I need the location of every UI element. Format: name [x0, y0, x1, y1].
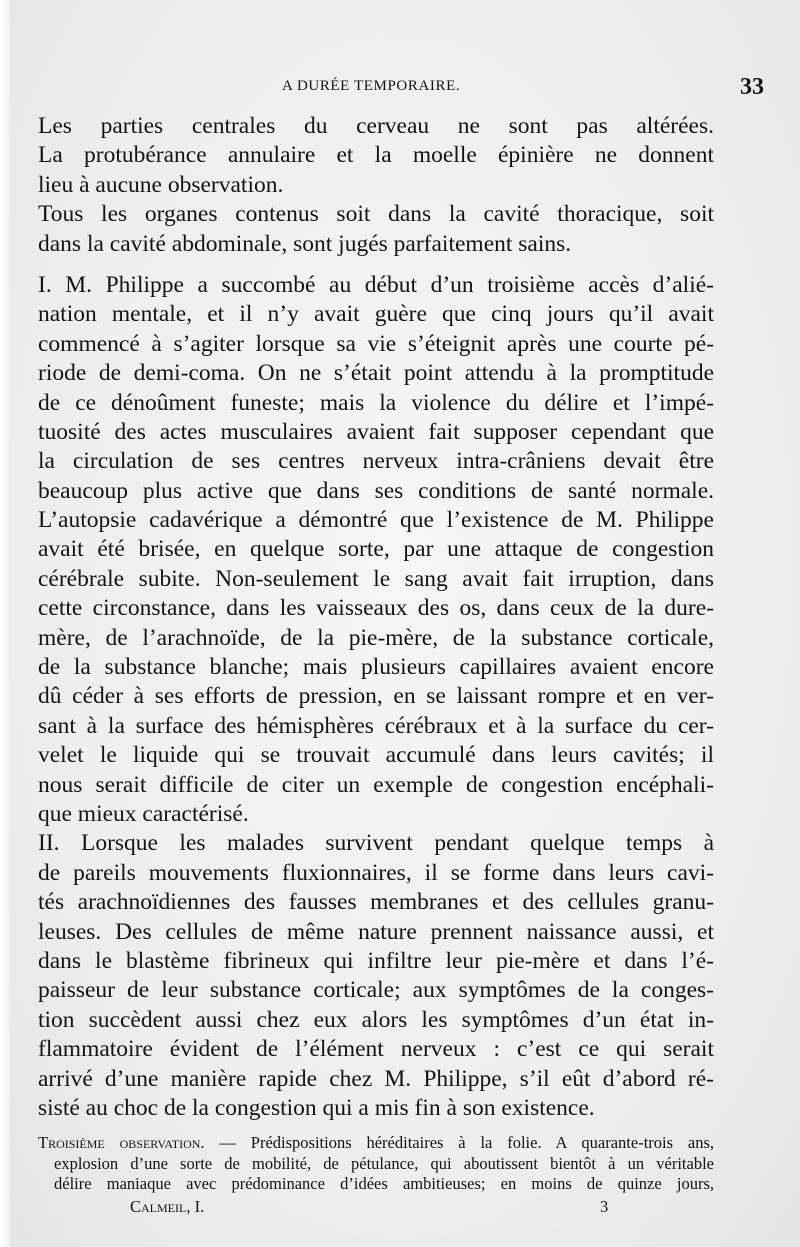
text-line: Les parties centrales du cerveau ne sont pas altérées.: [38, 113, 714, 139]
text-line: dû céder à ses efforts de pression, en se laissant rompre et en ver-: [38, 683, 714, 710]
text-line: avait été brisée, en quelque sorte, par une attaque de congestion: [38, 536, 714, 563]
text-line: cérébrale subite. Non-seulement le sang avait fait irruption, dans: [38, 565, 714, 592]
text-line: de pareils mouvements fluxionnaires, il se forme dans leurs cavi-: [38, 859, 714, 886]
text-line: riode de demi-coma. On ne s’était point attendu à la promptitude: [38, 360, 714, 387]
text-line: leuses. Des cellules de même nature prennent naissance aussi, et: [38, 918, 714, 945]
footnote-line: [38, 1133, 714, 1154]
running-head: [0, 74, 800, 104]
text-line: lieu à aucune observation.: [38, 171, 284, 198]
body-text: [38, 112, 714, 1123]
text-line: de la substance blanche; mais plusieurs capillaires avaient encore: [38, 654, 714, 681]
text-line: L’autopsie cadavérique a démontré que l’existence de M. Philippe: [38, 507, 714, 534]
text-line: Tous les organes contenus soit dans la cavité thoracique, soit: [38, 201, 714, 228]
text-line: la circulation de ses centres nerveux intra-crâniens devait être: [38, 448, 714, 475]
footnote-line-text: — Prédispositions héréditaires à la folie. A quarante-trois ans,: [219, 1133, 714, 1152]
text-line: sisté au choc de la congestion qui a mis fin à son existence.: [38, 1094, 595, 1121]
footnote-line: délire maniaque avec prédominance d’idées ambitieuses; en moins de quinze jours,: [54, 1174, 714, 1193]
text-line: commencé à s’agiter lorsque sa vie s’éteignit après une courte pé-: [38, 330, 714, 357]
text-line: que mieux caractérisé.: [38, 800, 249, 827]
text-line: mère, de l’arachnoïde, de la pie-mère, de la substance corticale,: [38, 624, 714, 651]
text-line: La protubérance annulaire et la moelle épinière ne donnent: [38, 142, 714, 169]
signature-author: [130, 1197, 204, 1217]
text-line: II. Lorsque les malades survivent pendant quelque temps à: [38, 830, 714, 857]
text-line: sant à la surface des hémisphères cérébraux et à la surface du cer-: [38, 712, 714, 739]
text-line: nation mentale, et il n’y avait guère que cinq jours qu’il avait: [38, 301, 714, 328]
text-line: tuosité des actes musculaires avaient fait supposer cependant que: [38, 418, 714, 445]
text-line: tés arachnoïdiennes des fausses membranes et des cellules granu-: [38, 889, 714, 916]
text-line: arrivé d’une manière rapide chez M. Philippe, s’il eût d’abord ré-: [38, 1065, 714, 1092]
paragraph-gap: [38, 259, 714, 271]
page-number: 33: [740, 74, 764, 100]
text-line: de ce dénoûment funeste; mais la violence du délire et l’impé-: [38, 389, 714, 416]
text-line: cette circonstance, dans les vaisseaux des os, dans ceux de la dure-: [38, 595, 714, 622]
text-line: nous serait difficile de citer un exemple de congestion encéphali-: [38, 771, 714, 798]
text-line: paisseur de leur substance corticale; aux symptômes de la conges-: [38, 977, 714, 1004]
text-line: dans le blastème fibrineux qui infiltre leur pie-mère et dans l’é-: [38, 947, 714, 974]
text-line: flammatoire évident de l’élément nerveux : c’est ce qui serait: [38, 1036, 714, 1063]
signature-author-text: Calmeil, I.: [130, 1197, 205, 1216]
page-edge: [0, 0, 10, 1247]
text-line: tion succèdent aussi chez eux alors les symptômes d’un état in-: [38, 1006, 714, 1033]
footnote-line: explosion d’une sorte de mobilité, de pétulance, qui aboutissent bientôt à un véritable: [54, 1153, 714, 1173]
running-title: A DURÉE TEMPORAIRE.: [282, 78, 461, 94]
footnote-label: Troisième observation.: [38, 1133, 205, 1152]
text-line: I. M. Philippe a succombé au début d’un troisième accès d’alié-: [38, 271, 714, 298]
signature-sheet-mark: 3: [600, 1197, 609, 1216]
text-line: beaucoup plus active que dans ses conditions de santé normale.: [38, 477, 714, 504]
text-line: dans la cavité abdominale, sont jugés parfaitement sains.: [38, 230, 572, 257]
text-line: velet le liquide qui se trouvait accumulé dans leurs cavités; il: [38, 742, 714, 769]
footnote: [38, 1133, 714, 1195]
